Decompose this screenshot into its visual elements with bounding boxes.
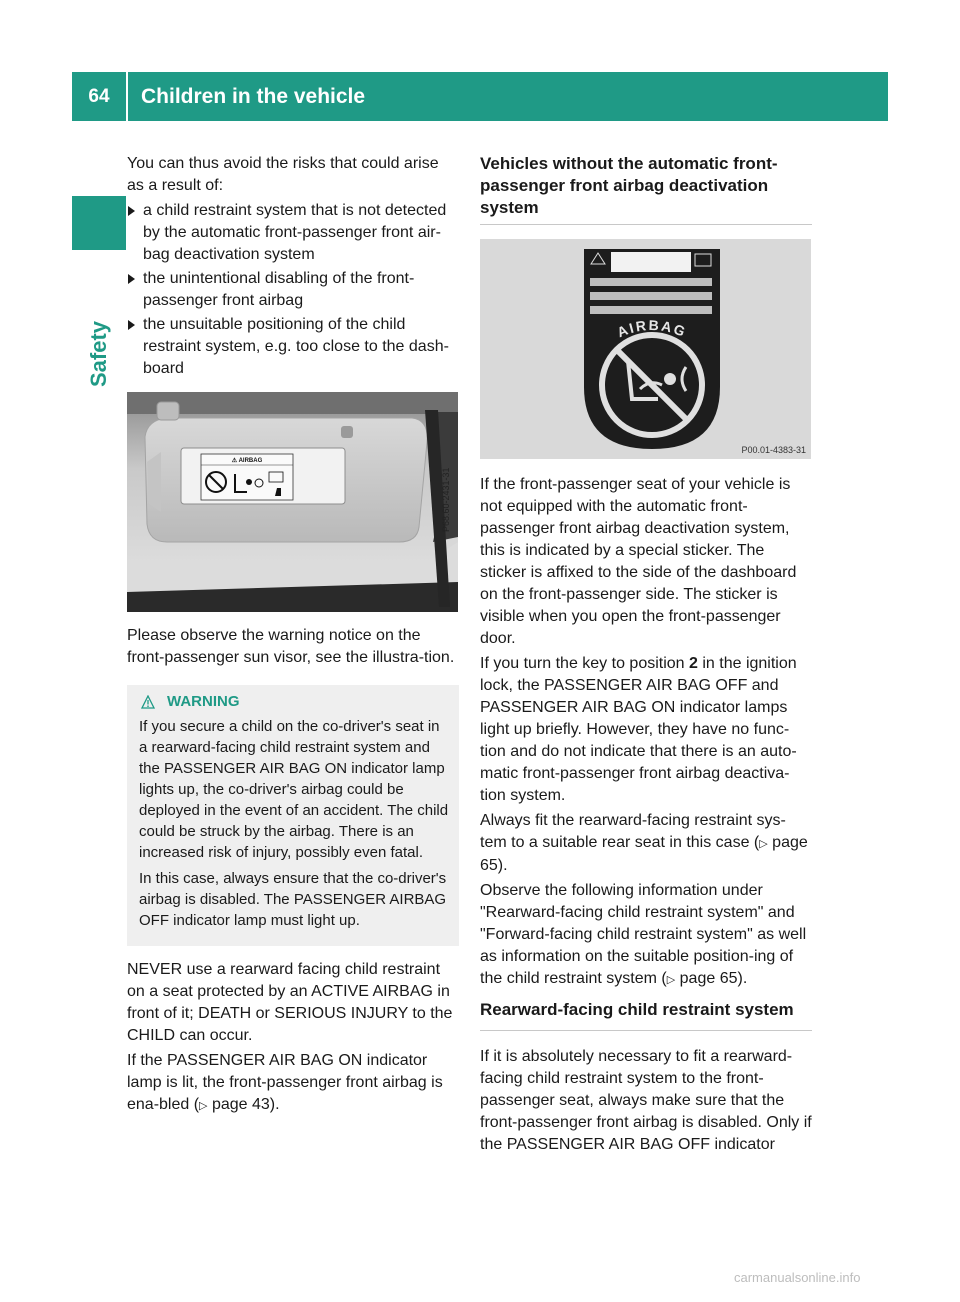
sticker-photo-code: P00.01-4383-31 <box>741 445 806 455</box>
page-reference[interactable]: page 65). <box>480 834 808 874</box>
visor-caption: Please observe the warning notice on the front-passenger sun visor, see the illustra-tion. <box>127 627 455 666</box>
never-warning-text: NEVER use a rearward facing child restraint on a seat protected by an ACTIVE AIRBAG in front of it; DEATH or SERIOUS INJURY to the CHILD can occur. <box>127 961 453 1044</box>
page-reference[interactable]: page 65). <box>675 970 748 987</box>
side-tab-label: Safety <box>86 320 111 388</box>
warning-text: If you secure a child on the co-driver's seat in a rearward-facing child restraint system and the PASSENGER AIR BAG ON indicator lamp lights up, the co-driver's airbag could be deployed in the event of an accident. The child could be struck by the airbag. There is an increased risk of injury, possibly even fatal. <box>139 718 449 861</box>
rearward-facing-text: If it is absolutely necessary to fit a rearward-facing child restraint system to the front-passenger seat, always make sure that the front-passenger front airbag is disabled. Only if the PASSENGER AIR BAG OFF indicator <box>480 1048 812 1153</box>
subsection-heading: Rearward-facing child restraint system <box>480 999 812 1031</box>
side-tab <box>84 320 114 388</box>
sticker-airbag-text: AIRBAG <box>614 316 690 341</box>
warning-triangle-icon <box>141 695 155 709</box>
indicator-lamp-text-start: If the PASSENGER AIR BAG ON indicator lamp is lit, the front-passenger front airbag is ena-bled ( <box>127 1052 443 1113</box>
page-number: 64 <box>88 85 110 107</box>
sun-visor-illustration <box>127 392 458 612</box>
list-item: a child restraint system that is not detected by the automatic front-passenger front air-bag deactivation system <box>127 200 459 266</box>
airbag-sticker-illustration <box>480 239 811 459</box>
ignition-text <box>480 653 812 807</box>
ignition-text-end: in the ignition lock, the PASSENGER AIR BAG OFF and PASSENGER AIR BAG ON indicator lamps light up briefly. However, they have no func-tion and do not indicate that there is an auto-matic front-passenger front airbag deactiva-tion system. <box>480 655 797 804</box>
page-reference-icon[interactable]: ▷ <box>759 838 768 850</box>
list-item: the unintentional disabling of the front-passenger front airbag <box>127 268 459 312</box>
warning-header <box>141 691 451 712</box>
ignition-text-start: If you turn the key to position <box>480 655 690 672</box>
page-reference-icon[interactable]: ▷ <box>666 974 676 986</box>
chapter-title: Children in the vehicle <box>141 84 366 108</box>
visor-sticker-label: ⚠ AIRBAG <box>231 458 263 464</box>
visor-photo-code: P68.60-2431-31 <box>441 467 451 532</box>
rear-seat-text-start: Always fit the rearward-facing restraint sys-tem to a suitable rear seat in this case ( <box>480 812 786 851</box>
list-item: the unsuitable positioning of the child restraint system, e.g. too close to the dash-board <box>127 314 459 380</box>
header-divider <box>126 72 128 121</box>
page-reference[interactable]: page 43). <box>207 1096 280 1113</box>
ignition-position: 2 <box>689 655 698 672</box>
warning-label: WARNING <box>167 693 240 710</box>
indicator-lamp-text <box>127 1050 459 1117</box>
watermark: carmanualsonline.info <box>734 1270 861 1285</box>
risk-list <box>127 200 459 380</box>
side-tab-marker <box>72 196 126 250</box>
page-reference-icon[interactable]: ▷ <box>199 1100 208 1112</box>
warning-box <box>127 685 459 946</box>
sun-visor-photo <box>127 392 458 612</box>
airbag-sticker-photo <box>480 239 811 459</box>
intro-text: You can thus avoid the risks that could arise as a result of: <box>127 155 439 194</box>
left-column <box>127 153 459 1120</box>
section-heading: Vehicles without the automatic front-passenger front airbag deactivation system <box>480 153 812 225</box>
sticker-description: If the front-passenger seat of your vehicle is not equipped with the automatic front-passenger front airbag deactivation system, this is indicated by a special sticker. The sticker is affixed to the side of the dashboard on the front-passenger side. The sticker is visible when you open the front-passenger door. <box>480 476 797 647</box>
observe-info-text-start: Observe the following information under "Rearward-facing child restraint system" and "Forward-facing child restraint system" as well as information on the suitable position-ing of the child restraint system ( <box>480 882 807 987</box>
observe-info-text <box>480 880 812 991</box>
right-column <box>480 153 812 1159</box>
warning-text: In this case, always ensure that the co-driver's airbag is disabled. The PASSENGER AIRBAG OFF indicator lamp must light up. <box>139 870 447 929</box>
rear-seat-text <box>480 810 812 877</box>
